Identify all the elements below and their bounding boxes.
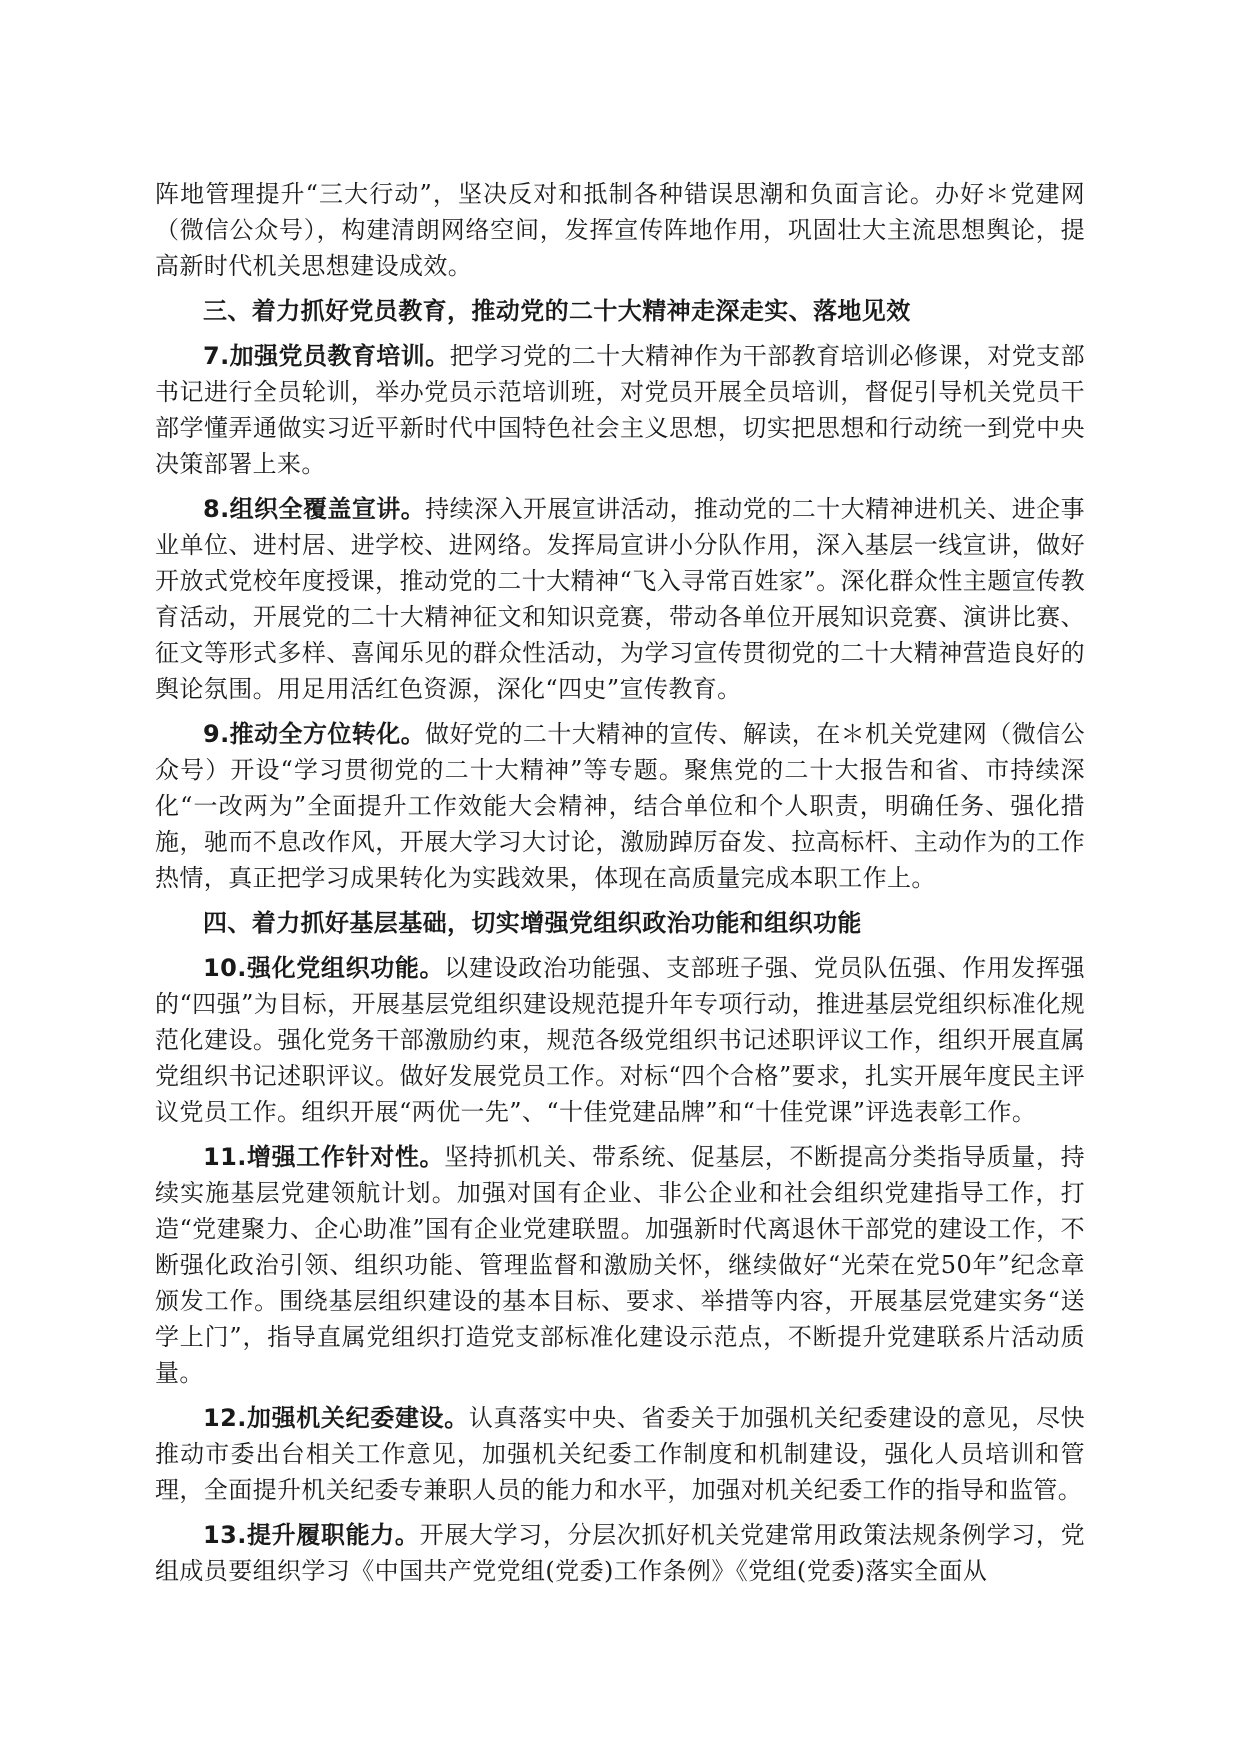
item-8-lead: 8.组织全覆盖宣讲。 xyxy=(203,495,426,523)
item-13-paragraph xyxy=(155,1517,1085,1589)
item-12-lead: 12.加强机关纪委建设。 xyxy=(203,1404,469,1432)
item-10-text: 以建设政治功能强、支部班子强、党员队伍强、作用发挥强的“四强”为目标，开展基层党组织建设规范提升年专项行动，推进基层党组织标准化规范化建设。强化党务干部激励约束，规范各级党组织书记述职评议工作，组织开展直属党组织书记述职评议。做好发展党员工作。对标“四个合格”要求，扎实开展年度民主评议党员工作。组织开展“两优一先”、“十佳党建品牌”和“十佳党课”评选表彰工作。 xyxy=(155,954,1085,1126)
item-9-paragraph xyxy=(155,716,1085,896)
item-11-lead: 11.增强工作针对性。 xyxy=(203,1143,445,1171)
item-11-paragraph xyxy=(155,1139,1085,1391)
item-9-text: 做好党的二十大精神的宣传、解读，在＊机关党建网（微信公众号）开设“学习贯彻党的二十大精神”等专题。聚焦党的二十大报告和省、市持续深化“一改两为”全面提升工作效能大会精神，结合单位和个人职责，明确任务、强化措施，驰而不息改作风，开展大学习大讨论，激励踔厉奋发、拉高标杆、主动作为的工作热情，真正把学习成果转化为实践效果，体现在高质量完成本职工作上。 xyxy=(155,720,1085,892)
item-10-lead: 10.强化党组织功能。 xyxy=(203,954,445,982)
item-11-text: 坚持抓机关、带系统、促基层，不断提高分类指导质量，持续实施基层党建领航计划。加强对国有企业、非公企业和社会组织党建指导工作，打造“党建聚力、企心助准”国有企业党建联盟。加强新时代离退休干部党的建设工作，不断强化政治引领、组织功能、管理监督和激励关怀，继续做好“光荣在党50年”纪念章颁发工作。围绕基层组织建设的基本目标、要求、举措等内容，开展基层党建实务“送学上门”，指导直属党组织打造党支部标准化建设示范点，不断提升党建联系片活动质量。 xyxy=(155,1143,1085,1387)
item-8-text: 持续深入开展宣讲活动，推动党的二十大精神进机关、进企事业单位、进村居、进学校、进网络。发挥局宣讲小分队作用，深入基层一线宣讲，做好开放式党校年度授课，推动党的二十大精神“飞入寻常百姓家”。深化群众性主题宣传教育活动，开展党的二十大精神征文和知识竞赛，带动各单位开展知识竞赛、演讲比赛、征文等形式多样、喜闻乐见的群众性活动，为学习宣传贯彻党的二十大精神营造良好的舆论氛围。用足用活红色资源，深化“四史”宣传教育。 xyxy=(155,495,1085,703)
item-9-lead: 9.推动全方位转化。 xyxy=(203,720,426,748)
section-4-heading: 四、着力抓好基层基础，切实增强党组织政治功能和组织功能 xyxy=(203,909,862,937)
item-12-text: 认真落实中央、省委关于加强机关纪委建设的意见，尽快推动市委出台相关工作意见，加强机关纪委工作制度和机制建设，强化人员培训和管理，全面提升机关纪委专兼职人员的能力和水平，加强对机关纪委工作的指导和监管。 xyxy=(155,1404,1085,1504)
item-8-paragraph xyxy=(155,491,1085,707)
item-7-paragraph xyxy=(155,338,1085,482)
item-7-lead: 7.加强党员教育培训。 xyxy=(203,342,450,370)
item-10-paragraph xyxy=(155,950,1085,1130)
document-body xyxy=(155,176,1085,1598)
item-7-text: 把学习党的二十大精神作为干部教育培训必修课，对党支部书记进行全员轮训，举办党员示范培训班，对党员开展全员培训，督促引导机关党员干部学懂弄通做实习近平新时代中国特色社会主义思想，切实把思想和行动统一到党中央决策部署上来。 xyxy=(155,342,1085,478)
section-3-heading: 三、着力抓好党员教育，推动党的二十大精神走深走实、落地见效 xyxy=(203,297,911,325)
item-13-text: 开展大学习，分层次抓好机关党建常用政策法规条例学习，党组成员要组织学习《中国共产党党组(党委)工作条例》《党组(党委)落实全面从 xyxy=(155,1521,1085,1585)
item-13-lead: 13.提升履职能力。 xyxy=(203,1521,420,1549)
continuation-paragraph: 阵地管理提升“三大行动”，坚决反对和抵制各种错误思潮和负面言论。办好＊党建网（微信公众号），构建清朗网络空间，发挥宣传阵地作用，巩固壮大主流思想舆论，提高新时代机关思想建设成效。 xyxy=(155,180,1085,280)
item-12-paragraph xyxy=(155,1400,1085,1508)
